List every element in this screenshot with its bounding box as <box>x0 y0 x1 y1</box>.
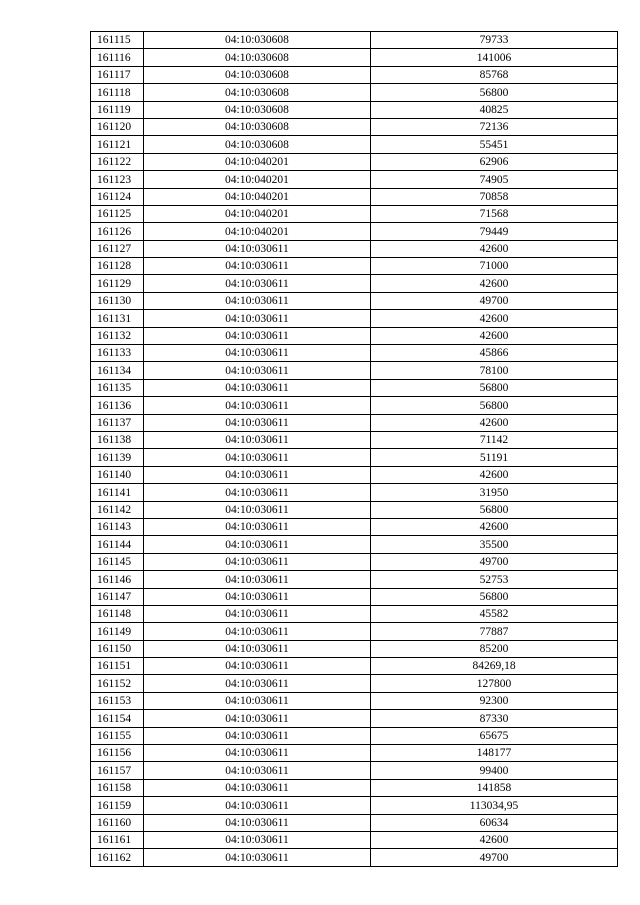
row-value-cell: 56800 <box>371 588 618 605</box>
row-id-cell: 161160 <box>91 814 144 831</box>
row-id-cell: 161144 <box>91 536 144 553</box>
row-value-cell: 31950 <box>371 484 618 501</box>
row-id-cell: 161138 <box>91 431 144 448</box>
row-id-cell: 161141 <box>91 484 144 501</box>
table-row <box>91 640 618 657</box>
row-code-cell: 04:10:040201 <box>144 153 371 170</box>
row-id-cell: 161161 <box>91 831 144 848</box>
table-row <box>91 449 618 466</box>
table-row <box>91 831 618 848</box>
row-value-cell: 85200 <box>371 640 618 657</box>
row-code-cell: 04:10:030611 <box>144 849 371 866</box>
row-value-cell: 60634 <box>371 814 618 831</box>
row-code-cell: 04:10:030611 <box>144 379 371 396</box>
row-code-cell: 04:10:030611 <box>144 449 371 466</box>
row-value-cell: 42600 <box>371 518 618 535</box>
table-row <box>91 710 618 727</box>
table-row <box>91 658 618 675</box>
table-row <box>91 310 618 327</box>
row-code-cell: 04:10:030611 <box>144 414 371 431</box>
row-code-cell: 04:10:030611 <box>144 640 371 657</box>
row-id-cell: 161117 <box>91 66 144 83</box>
row-code-cell: 04:10:030611 <box>144 431 371 448</box>
row-value-cell: 42600 <box>371 310 618 327</box>
row-value-cell: 78100 <box>371 362 618 379</box>
row-code-cell: 04:10:030611 <box>144 710 371 727</box>
table-row <box>91 84 618 101</box>
row-value-cell: 72136 <box>371 118 618 135</box>
table-row <box>91 797 618 814</box>
row-id-cell: 161139 <box>91 449 144 466</box>
row-id-cell: 161126 <box>91 223 144 240</box>
row-code-cell: 04:10:030611 <box>144 588 371 605</box>
row-id-cell: 161129 <box>91 275 144 292</box>
row-id-cell: 161158 <box>91 779 144 796</box>
row-code-cell: 04:10:040201 <box>144 188 371 205</box>
row-code-cell: 04:10:030611 <box>144 692 371 709</box>
row-id-cell: 161152 <box>91 675 144 692</box>
row-code-cell: 04:10:030608 <box>144 118 371 135</box>
row-code-cell: 04:10:030611 <box>144 240 371 257</box>
row-value-cell: 92300 <box>371 692 618 709</box>
table-row <box>91 501 618 518</box>
table-row <box>91 397 618 414</box>
row-id-cell: 161149 <box>91 623 144 640</box>
table-row <box>91 518 618 535</box>
row-id-cell: 161146 <box>91 571 144 588</box>
row-id-cell: 161137 <box>91 414 144 431</box>
row-code-cell: 04:10:030611 <box>144 362 371 379</box>
row-value-cell: 87330 <box>371 710 618 727</box>
row-code-cell: 04:10:030611 <box>144 397 371 414</box>
table-row <box>91 66 618 83</box>
table-row <box>91 49 618 66</box>
row-value-cell: 42600 <box>371 327 618 344</box>
row-code-cell: 04:10:030611 <box>144 536 371 553</box>
row-value-cell: 127800 <box>371 675 618 692</box>
row-value-cell: 42600 <box>371 414 618 431</box>
row-code-cell: 04:10:030611 <box>144 797 371 814</box>
row-value-cell: 49700 <box>371 292 618 309</box>
table-row <box>91 814 618 831</box>
table-row <box>91 692 618 709</box>
table-row <box>91 118 618 135</box>
row-value-cell: 79449 <box>371 223 618 240</box>
table-row <box>91 623 618 640</box>
table-row <box>91 171 618 188</box>
row-id-cell: 161145 <box>91 553 144 570</box>
row-id-cell: 161147 <box>91 588 144 605</box>
table-row <box>91 762 618 779</box>
row-id-cell: 161131 <box>91 310 144 327</box>
row-value-cell: 71568 <box>371 205 618 222</box>
row-code-cell: 04:10:030611 <box>144 779 371 796</box>
row-value-cell: 141006 <box>371 49 618 66</box>
row-code-cell: 04:10:030608 <box>144 66 371 83</box>
row-id-cell: 161142 <box>91 501 144 518</box>
row-value-cell: 40825 <box>371 101 618 118</box>
row-code-cell: 04:10:040201 <box>144 223 371 240</box>
row-code-cell: 04:10:030611 <box>144 310 371 327</box>
row-code-cell: 04:10:030611 <box>144 292 371 309</box>
row-value-cell: 148177 <box>371 745 618 762</box>
row-value-cell: 141858 <box>371 779 618 796</box>
row-id-cell: 161155 <box>91 727 144 744</box>
row-value-cell: 49700 <box>371 553 618 570</box>
table-row <box>91 484 618 501</box>
row-value-cell: 45866 <box>371 345 618 362</box>
row-id-cell: 161123 <box>91 171 144 188</box>
row-id-cell: 161125 <box>91 205 144 222</box>
row-value-cell: 74905 <box>371 171 618 188</box>
table-row <box>91 153 618 170</box>
table-row <box>91 849 618 866</box>
table-row <box>91 205 618 222</box>
row-code-cell: 04:10:030611 <box>144 275 371 292</box>
table-row <box>91 345 618 362</box>
row-id-cell: 161151 <box>91 658 144 675</box>
row-id-cell: 161134 <box>91 362 144 379</box>
row-id-cell: 161156 <box>91 745 144 762</box>
table-row <box>91 414 618 431</box>
row-id-cell: 161140 <box>91 466 144 483</box>
table-row <box>91 588 618 605</box>
row-value-cell: 52753 <box>371 571 618 588</box>
table-row <box>91 327 618 344</box>
table-row <box>91 553 618 570</box>
row-code-cell: 04:10:030611 <box>144 258 371 275</box>
table-row <box>91 188 618 205</box>
data-table <box>90 31 618 867</box>
table-row <box>91 379 618 396</box>
row-code-cell: 04:10:030611 <box>144 571 371 588</box>
row-id-cell: 161143 <box>91 518 144 535</box>
table-body <box>91 32 618 867</box>
row-value-cell: 42600 <box>371 240 618 257</box>
row-id-cell: 161153 <box>91 692 144 709</box>
row-id-cell: 161157 <box>91 762 144 779</box>
row-value-cell: 65675 <box>371 727 618 744</box>
row-value-cell: 84269,18 <box>371 658 618 675</box>
row-value-cell: 113034,95 <box>371 797 618 814</box>
row-value-cell: 70858 <box>371 188 618 205</box>
row-value-cell: 71000 <box>371 258 618 275</box>
row-id-cell: 161120 <box>91 118 144 135</box>
table-row <box>91 571 618 588</box>
table-row <box>91 32 618 49</box>
row-code-cell: 04:10:030608 <box>144 84 371 101</box>
row-id-cell: 161159 <box>91 797 144 814</box>
table-row <box>91 466 618 483</box>
row-value-cell: 99400 <box>371 762 618 779</box>
row-value-cell: 51191 <box>371 449 618 466</box>
row-code-cell: 04:10:030611 <box>144 327 371 344</box>
row-code-cell: 04:10:030611 <box>144 345 371 362</box>
row-id-cell: 161135 <box>91 379 144 396</box>
table-row <box>91 779 618 796</box>
row-value-cell: 71142 <box>371 431 618 448</box>
table-row <box>91 675 618 692</box>
row-code-cell: 04:10:030611 <box>144 762 371 779</box>
table-row <box>91 362 618 379</box>
table-row <box>91 136 618 153</box>
row-value-cell: 56800 <box>371 501 618 518</box>
row-code-cell: 04:10:030611 <box>144 553 371 570</box>
row-code-cell: 04:10:030611 <box>144 501 371 518</box>
table-row <box>91 727 618 744</box>
row-value-cell: 55451 <box>371 136 618 153</box>
table-row <box>91 240 618 257</box>
row-value-cell: 49700 <box>371 849 618 866</box>
table-row <box>91 223 618 240</box>
row-id-cell: 161124 <box>91 188 144 205</box>
table-row <box>91 745 618 762</box>
row-id-cell: 161119 <box>91 101 144 118</box>
row-code-cell: 04:10:040201 <box>144 171 371 188</box>
row-code-cell: 04:10:030611 <box>144 814 371 831</box>
row-code-cell: 04:10:030611 <box>144 675 371 692</box>
row-code-cell: 04:10:030608 <box>144 49 371 66</box>
row-value-cell: 42600 <box>371 275 618 292</box>
row-id-cell: 161132 <box>91 327 144 344</box>
row-value-cell: 42600 <box>371 831 618 848</box>
row-id-cell: 161130 <box>91 292 144 309</box>
row-id-cell: 161121 <box>91 136 144 153</box>
table-row <box>91 605 618 622</box>
row-id-cell: 161150 <box>91 640 144 657</box>
row-id-cell: 161154 <box>91 710 144 727</box>
table-row <box>91 431 618 448</box>
row-code-cell: 04:10:030608 <box>144 32 371 49</box>
row-value-cell: 45582 <box>371 605 618 622</box>
row-id-cell: 161128 <box>91 258 144 275</box>
row-code-cell: 04:10:030611 <box>144 605 371 622</box>
table-row <box>91 275 618 292</box>
row-value-cell: 56800 <box>371 379 618 396</box>
row-code-cell: 04:10:030608 <box>144 101 371 118</box>
table-row <box>91 536 618 553</box>
row-id-cell: 161115 <box>91 32 144 49</box>
row-id-cell: 161127 <box>91 240 144 257</box>
row-value-cell: 56800 <box>371 84 618 101</box>
row-code-cell: 04:10:030608 <box>144 136 371 153</box>
row-value-cell: 77887 <box>371 623 618 640</box>
row-id-cell: 161136 <box>91 397 144 414</box>
row-code-cell: 04:10:030611 <box>144 623 371 640</box>
row-id-cell: 161122 <box>91 153 144 170</box>
table-row <box>91 101 618 118</box>
row-value-cell: 35500 <box>371 536 618 553</box>
row-id-cell: 161148 <box>91 605 144 622</box>
row-code-cell: 04:10:030611 <box>144 745 371 762</box>
row-value-cell: 56800 <box>371 397 618 414</box>
row-id-cell: 161118 <box>91 84 144 101</box>
table-row <box>91 292 618 309</box>
row-code-cell: 04:10:040201 <box>144 205 371 222</box>
row-value-cell: 85768 <box>371 66 618 83</box>
row-value-cell: 79733 <box>371 32 618 49</box>
row-code-cell: 04:10:030611 <box>144 831 371 848</box>
row-value-cell: 42600 <box>371 466 618 483</box>
row-id-cell: 161116 <box>91 49 144 66</box>
row-id-cell: 161162 <box>91 849 144 866</box>
row-id-cell: 161133 <box>91 345 144 362</box>
row-code-cell: 04:10:030611 <box>144 658 371 675</box>
row-code-cell: 04:10:030611 <box>144 466 371 483</box>
row-value-cell: 62906 <box>371 153 618 170</box>
table-row <box>91 258 618 275</box>
row-code-cell: 04:10:030611 <box>144 518 371 535</box>
row-code-cell: 04:10:030611 <box>144 727 371 744</box>
row-code-cell: 04:10:030611 <box>144 484 371 501</box>
